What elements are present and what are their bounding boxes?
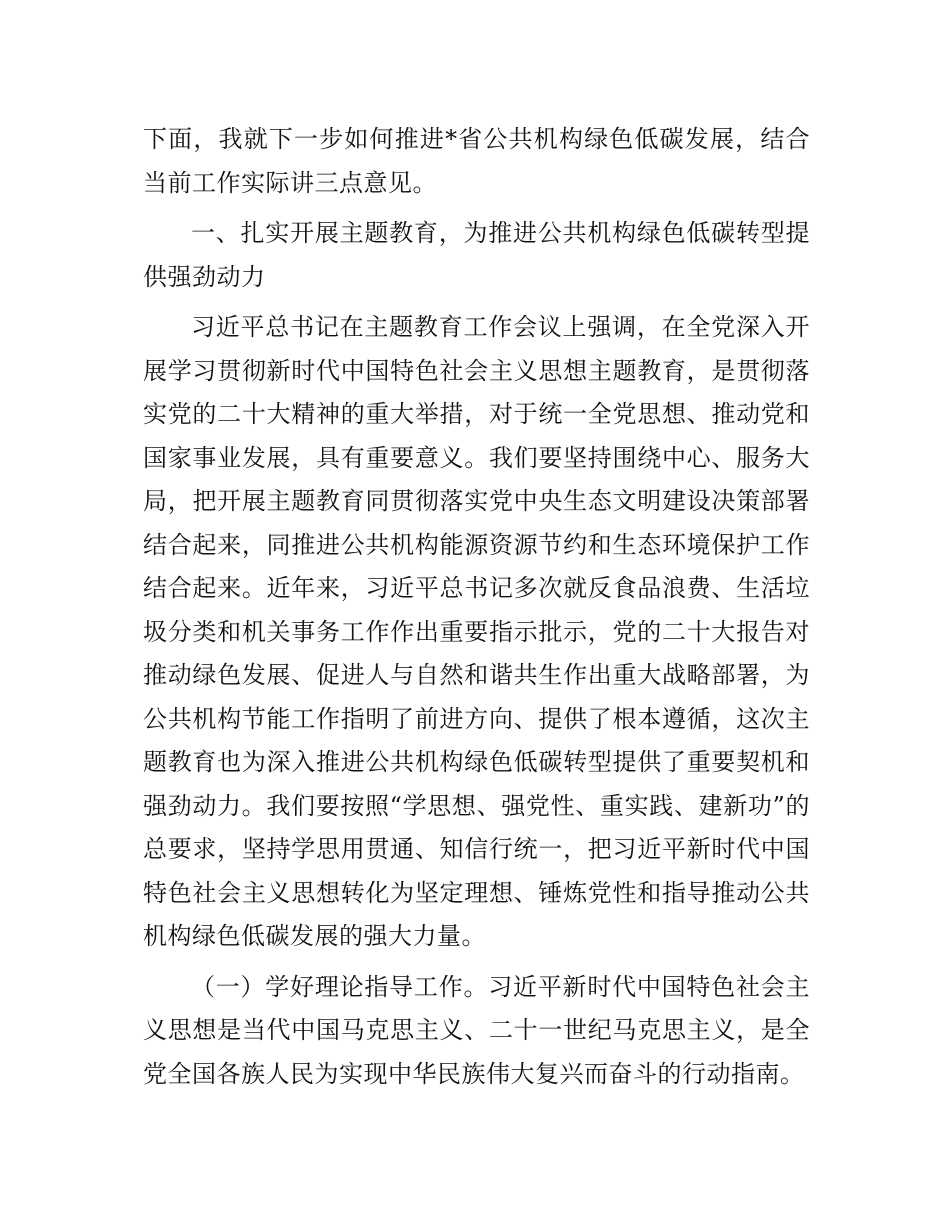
subsection-paragraph-1: （一）学好理论指导工作。习近平新时代中国特色社会主义思想是当代中国马克思主义、二十一世纪马克思主义，是全党全国各族人民为实现中华民族伟大复兴而奋斗的行动指南。 — [143, 972, 810, 1088]
body-paragraph-1: 习近平总书记在主题教育工作会议上强调，在全党深入开展学习贯彻新时代中国特色社会主义思想主题教育，是贯彻落实党的二十大精神的重大举措，对于统一全党思想、推动党和国家事业发展，具有重要意义。我们要坚持围绕中心、服务大局，把开展主题教育同贯彻落实党中央生态文明建设决策部署结合起来，同推进公共机构能源资源节约和生态环境保护工作结合起来。近年来，习近平总书记多次就反食品浪费、生活垃圾分类和机关事务工作作出重要指示批示，党的二十大报告对推动绿色发展、促进人与自然和谐共生作出重大战略部署，为公共机构节能工作指明了前进方向、提供了根本遵循，这次主题教育也为深入推进公共机构绿色低碳转型提供了重要契机和强劲动力。我们要按照“学思想、强党性、重实践、建新功”的总要求，坚持学思用贯通、知信行统一，把习近平新时代中国特色社会主义思想转化为坚定理想、锤炼党性和指导推动公共机构绿色低碳发展的强大力量。 — [143, 313, 810, 950]
intro-paragraph: 下面，我就下一步如何推进*省公共机构绿色低碳发展，结合当前工作实际讲三点意见。 — [143, 125, 810, 197]
document-page — [143, 118, 810, 1103]
section-heading-1: 一、扎实开展主题教育，为推进公共机构绿色低碳转型提供强劲动力 — [143, 219, 810, 291]
